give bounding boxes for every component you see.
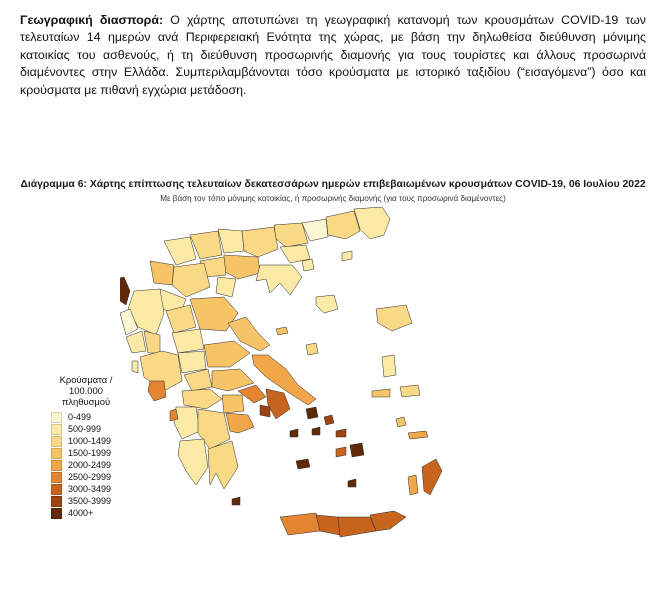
region-rhodes [422,459,442,495]
region-karpathos [408,475,418,495]
region-tinos [324,415,334,425]
region-rethymno [316,515,340,535]
region-sporades [276,327,288,335]
region-karditsa [172,329,204,353]
legend-label: 3000-3499 [68,484,112,494]
region-argolida [226,413,254,433]
region-heraklion [338,517,376,537]
region-lefkada [132,361,138,373]
region-evrytania [178,351,206,373]
region-pieria [216,277,236,297]
legend-title-line2: 100.000 πληθυσμού [61,385,111,407]
region-lesvos [376,305,412,331]
region-fokida [184,369,212,391]
region-drama [274,223,308,247]
region-ilia [174,407,200,439]
region-rodopi [326,211,360,239]
legend-label: 2500-2999 [68,472,112,482]
figure-subtitle: Με βάση τον τόπο μόνιμης κατοικίας, ή προσωρινής διαμονής (για τους προσωρινά διαμένοντες) [160,194,506,203]
region-achaia [182,389,222,409]
region-korinthia [222,395,244,413]
legend-item [51,495,156,507]
legend-item [51,483,156,495]
region-kilkis [218,229,244,253]
region-chalkidiki [256,265,302,295]
region-kea [290,429,298,437]
legend-item [51,507,156,519]
region-skyros [306,343,318,355]
legend-swatch [51,424,62,435]
region-syros [312,427,320,435]
legend-item [51,435,156,447]
legend-label: 2000-2499 [68,460,112,470]
intro-label: Γεωγραφική διασπορά: [20,13,164,27]
region-chios [382,355,396,377]
intro-paragraph [20,12,646,99]
region-ikaria [372,389,390,397]
legend-item [51,423,156,435]
legend-label: 4000+ [68,508,94,518]
region-florina [164,237,196,265]
region-kythira [232,497,240,505]
region-thira [348,479,356,487]
legend-swatch [51,460,62,471]
figure-title: Διάγραμμα 6: Χάρτης επίπτωσης τελευταίων δεκατεσσάρων ημερών επιβεβαιωμένων κρουσμάτων COVID-19, 06 Ιουλίου 2022 [20,179,646,190]
legend-label: 3500-3999 [68,496,112,506]
region-lasithi [370,511,406,531]
legend-swatch [51,508,62,519]
region-arta [144,331,160,353]
region-samothraki [342,251,352,261]
region-fthiotida [204,341,250,367]
map-legend [46,374,156,519]
region-lemnos [316,295,338,313]
legend-item [51,459,156,471]
region-paros [336,447,346,457]
region-andros [306,407,318,419]
legend-label: 1500-1999 [68,448,112,458]
region-mykonos [336,429,346,437]
region-attica-piraeus [260,405,270,417]
region-naxos [350,443,364,457]
region-corfu [120,277,130,305]
greece-choropleth-map [120,205,550,565]
legend-label: 500-999 [68,424,102,434]
region-chania [280,513,320,535]
legend-item [51,447,156,459]
region-preveza [126,331,146,353]
region-milos [296,459,310,469]
region-samos [400,385,420,397]
legend-title-line1: Κρούσματα / [59,374,113,385]
region-kastoria [150,261,174,285]
region-messinia [178,439,208,485]
region-thessaloniki [224,255,260,279]
region-serres [242,227,278,257]
legend-swatch [51,496,62,507]
legend-swatch [51,472,62,483]
legend-title [46,374,126,407]
region-thasos [302,259,314,271]
legend-item [51,471,156,483]
region-kalymnos [396,417,406,427]
legend-swatch [51,484,62,495]
region-evros [354,207,390,239]
legend-swatch [51,412,62,423]
legend-swatch [51,436,62,447]
legend-item [51,411,156,423]
legend-label: 1000-1499 [68,436,112,446]
region-lakonia [208,441,238,489]
legend-items [51,411,156,519]
intro-text: Ο χάρτης αποτυπώνει τη γεωγραφική κατανομή των κρουσμάτων COVID-19 των τελευταίων 14 ημερών ανά Περιφερειακή Ενότητα της χώρας, με βάση την δηλωθείσα διεύθυνση μόνιμης κατοικίας του ασθενούς, ή τη διεύθυνση προσωρινής διαμονής για τους τουρίστες και άλλους προσωρινά διαμένοντες στην Ελλάδα. Συμπεριλαμβάνονται τόσο κρούσματα με ιστορικό ταξιδίου (“εισαγόμενα”) όσο και κρούσματα με πιθανή εγχώρια μετάδοση. [20,13,647,97]
region-kos [408,431,428,439]
legend-swatch [51,448,62,459]
region-kozani [172,263,210,297]
legend-label: 0-499 [68,412,92,422]
